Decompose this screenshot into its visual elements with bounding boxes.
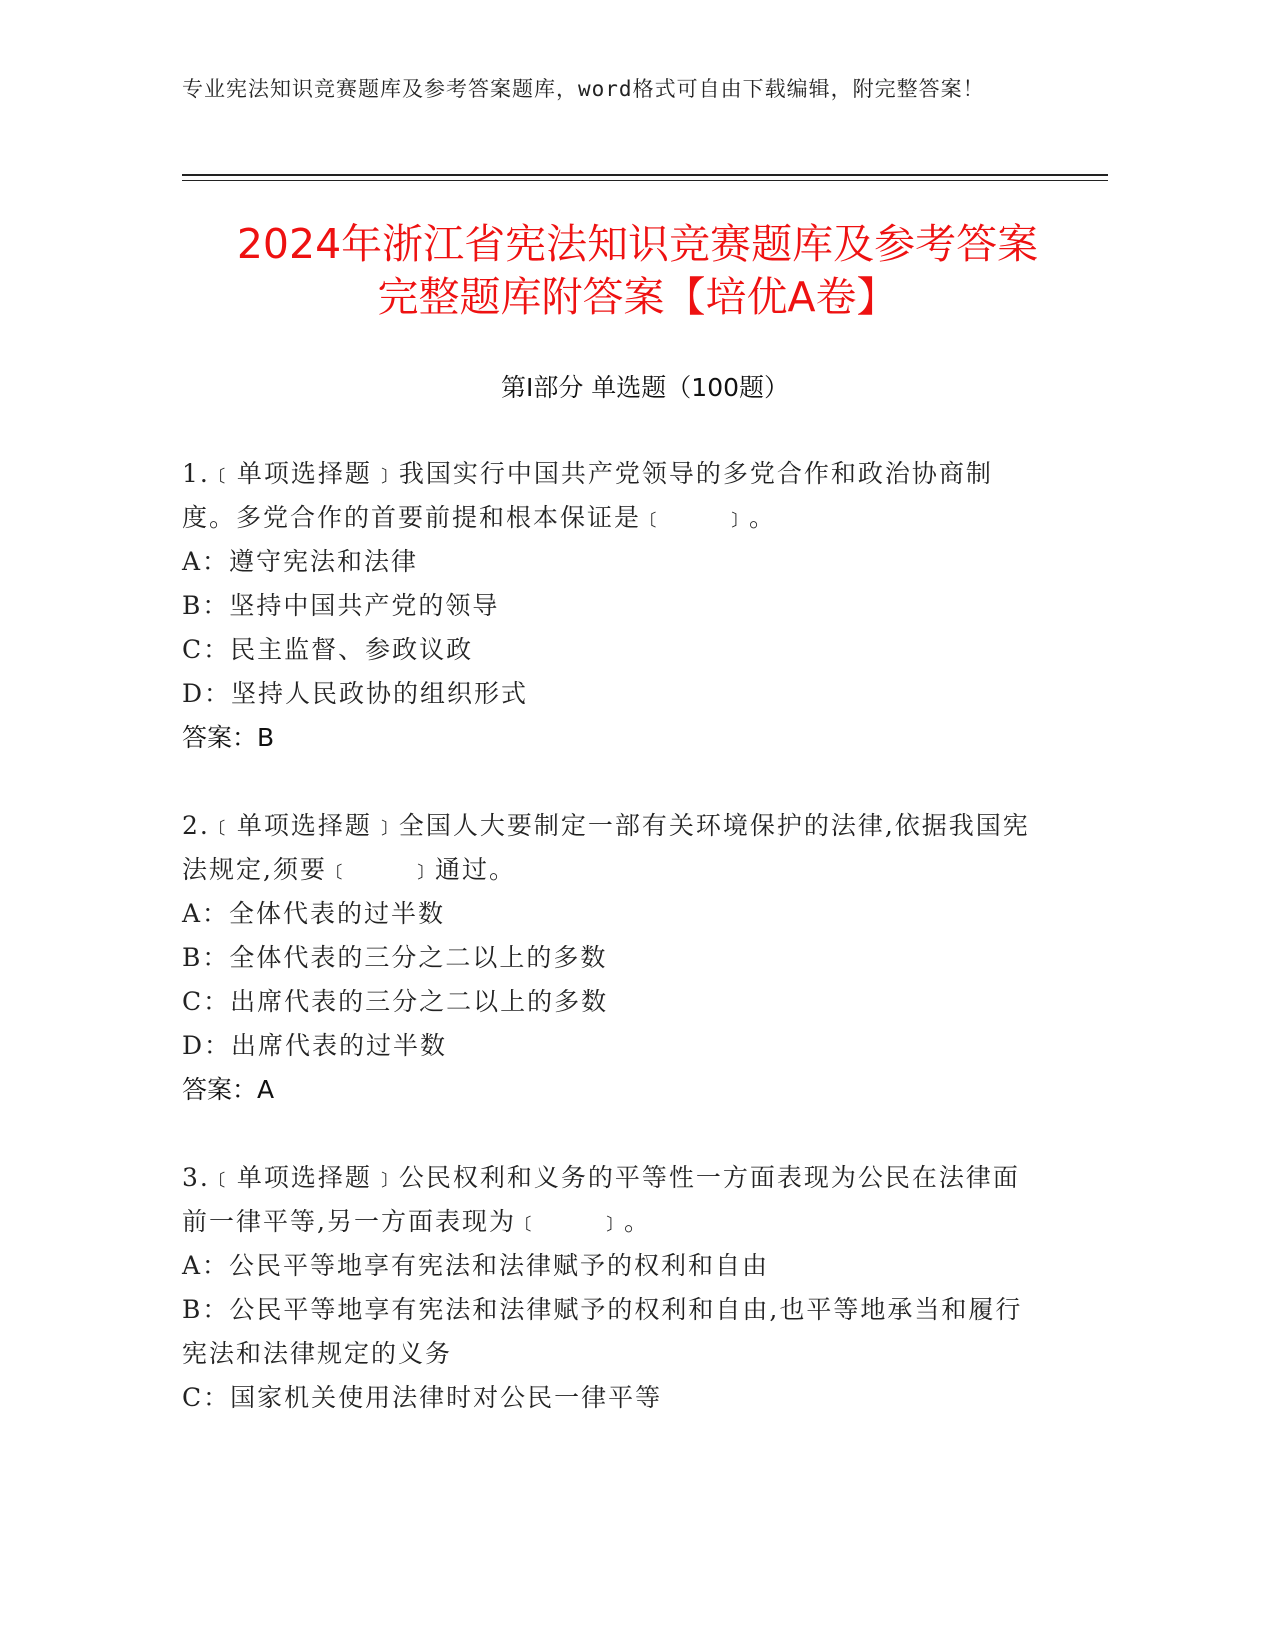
answer: 答案：B xyxy=(182,723,275,752)
option-a: A：全体代表的过半数 xyxy=(182,899,446,928)
question-1 xyxy=(182,452,1032,760)
title-line-1: 2024年浙江省宪法知识竞赛题库及参考答案 xyxy=(236,220,1039,268)
option-d: D：出席代表的过半数 xyxy=(182,1031,448,1060)
question-list xyxy=(182,452,1032,1464)
title-line-2: 完整题库附答案【培优A卷】 xyxy=(377,273,898,321)
option-b: B：坚持中国共产党的领导 xyxy=(182,591,500,620)
option-b: B：全体代表的三分之二以上的多数 xyxy=(182,943,608,972)
question-stem: 1.﹝单项选择题﹞我国实行中国共产党领导的多党合作和政治协商制度。多党合作的首要前提和根本保证是﹝ ﹞。 xyxy=(182,459,993,532)
question-3 xyxy=(182,1156,1032,1420)
option-c: C：民主监督、参政议政 xyxy=(182,635,474,664)
option-b: B：公民平等地享有宪法和法律赋予的权利和自由,也平等地承当和履行宪法和法律规定的义务 xyxy=(182,1295,1023,1368)
document-title xyxy=(150,218,1125,324)
option-c: C：出席代表的三分之二以上的多数 xyxy=(182,987,609,1016)
option-d: D：坚持人民政协的组织形式 xyxy=(182,679,529,708)
header-rule-thick xyxy=(182,174,1108,176)
header-rule-thin xyxy=(182,180,1108,181)
question-stem: 3.﹝单项选择题﹞公民权利和义务的平等性一方面表现为公民在法律面前一律平等,另一方面表现为﹝ ﹞。 xyxy=(182,1163,1020,1236)
option-a: A：公民平等地享有宪法和法律赋予的权利和自由 xyxy=(182,1251,770,1280)
option-c: C：国家机关使用法律时对公民一律平等 xyxy=(182,1383,663,1412)
answer: 答案：A xyxy=(182,1075,275,1104)
question-2 xyxy=(182,804,1032,1112)
option-a: A：遵守宪法和法律 xyxy=(182,547,419,576)
header-note: 专业宪法知识竞赛题库及参考答案题库，word格式可自由下载编辑，附完整答案！ xyxy=(182,77,985,101)
section-heading: 第Ⅰ部分 单选题（100题） xyxy=(500,373,790,402)
question-stem: 2.﹝单项选择题﹞全国人大要制定一部有关环境保护的法律,依据我国宪法规定,须要﹝ ﹞通过。 xyxy=(182,811,1030,884)
